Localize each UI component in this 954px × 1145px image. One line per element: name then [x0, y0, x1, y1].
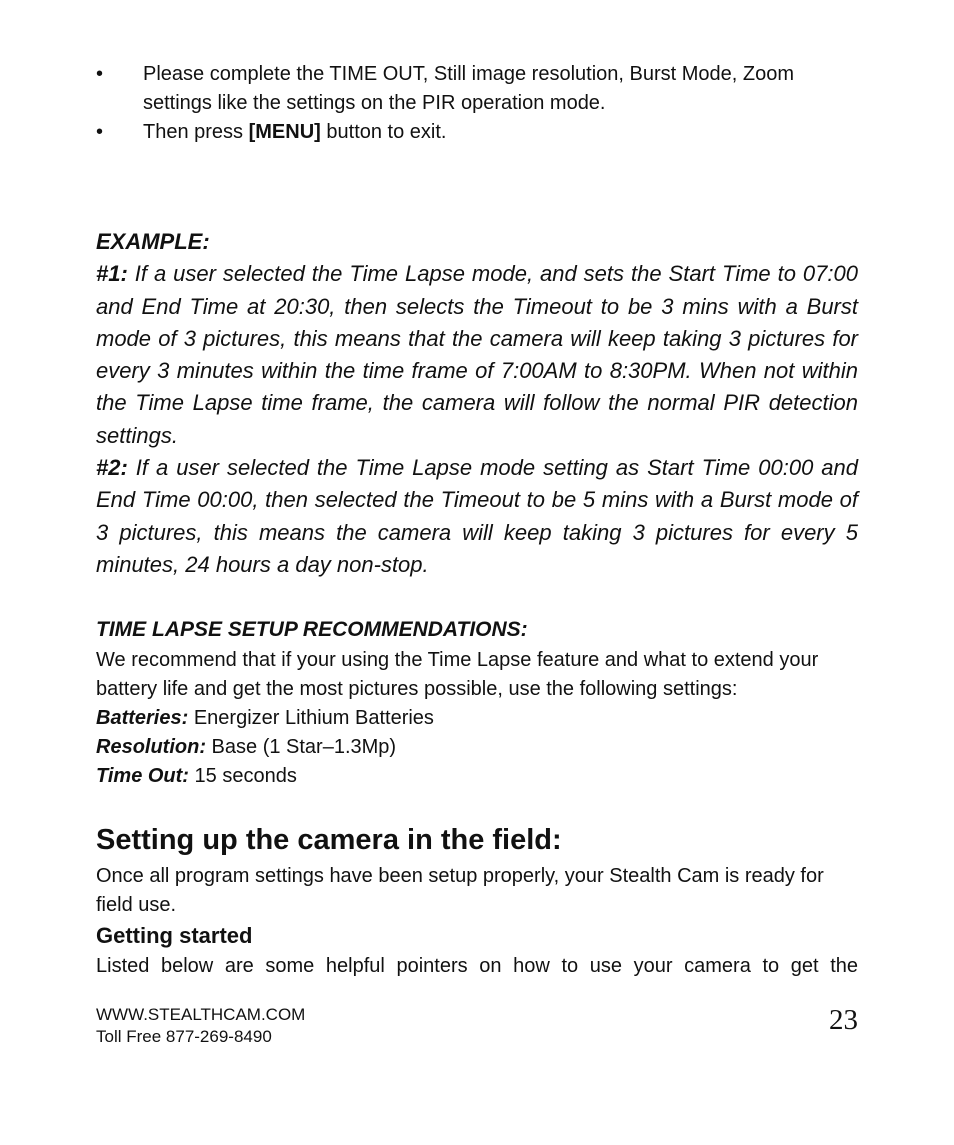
- section-intro: Once all program settings have been setup properly, your Stealth Cam is ready for field use.: [96, 865, 824, 916]
- example-text: If a user selected the Time Lapse mode, and sets the Start Time to 07:00 and End Time at 20:30, then selects the Timeout to be 3 mins with a Burst mode of 3 pictures, this means that the camera will keep taking 3 pictures for every 3 minutes within the time frame of 7:00AM to 8:30PM. When not within the Time Lapse time frame, the camera will follow the normal PIR detection settings.: [96, 261, 858, 448]
- phone-text: Toll Free 877-269-8490: [96, 1027, 272, 1046]
- section-title: Setting up the camera in the field:: [96, 824, 562, 856]
- website-text: WWW.STEALTHCAM.COM: [96, 1005, 306, 1024]
- setting-row: [96, 733, 858, 762]
- setting-value: 15 seconds: [188, 765, 297, 787]
- list-item-text: Please complete the TIME OUT, Still image resolution, Burst Mode, Zoom settings like the settings on the PIR operation mode.: [143, 63, 795, 114]
- setting-row: [96, 762, 858, 791]
- setting-label: Batteries:: [96, 707, 189, 729]
- list-item-text-after: button to exit.: [320, 121, 447, 143]
- list-item: [96, 118, 858, 147]
- subsection-title: Getting started: [96, 923, 253, 948]
- page-number: 23: [829, 1004, 858, 1036]
- example-item: [96, 452, 858, 581]
- setting-value: Base (1 Star–1.3Mp): [206, 736, 397, 758]
- manual-page: [96, 0, 858, 1145]
- menu-key-label: [MENU]: [248, 121, 321, 143]
- setting-label: Time Out:: [96, 765, 189, 787]
- list-item: [96, 60, 858, 118]
- setting-row: [96, 704, 858, 733]
- example-tag: #1:: [96, 261, 128, 287]
- recommendations-heading: TIME LAPSE SETUP RECOMMENDATIONS:: [96, 618, 528, 641]
- setting-value: Energizer Lithium Batteries: [188, 707, 434, 729]
- setting-label: Resolution:: [96, 736, 206, 758]
- example-text: If a user selected the Time Lapse mode setting as Start Time 00:00 and End Time 00:00, then selected the Timeout to be 5 mins with a Burst mode of 3 pictures, this means the camera will keep taking 3 pictures for every 5 minutes, 24 hours a day non-stop.: [96, 455, 858, 577]
- page-footer: [96, 1004, 858, 1048]
- example-section: [96, 226, 858, 581]
- list-item-text-before: Then press: [143, 121, 249, 143]
- recommendations-intro: We recommend that if your using the Time Lapse feature and what to extend your battery life and get the most pictures possible, use the following settings:: [96, 649, 819, 700]
- bullet-icon: •: [96, 63, 104, 85]
- recommendations-section: [96, 614, 858, 791]
- bullet-icon: •: [96, 121, 104, 143]
- field-setup-section: [96, 818, 858, 981]
- example-tag: #2:: [96, 455, 128, 481]
- subsection-body: Listed below are some helpful pointers on how to use your camera to get the: [96, 955, 858, 977]
- instruction-list: [96, 60, 858, 147]
- example-item: [96, 258, 858, 452]
- example-heading: EXAMPLE:: [96, 229, 210, 254]
